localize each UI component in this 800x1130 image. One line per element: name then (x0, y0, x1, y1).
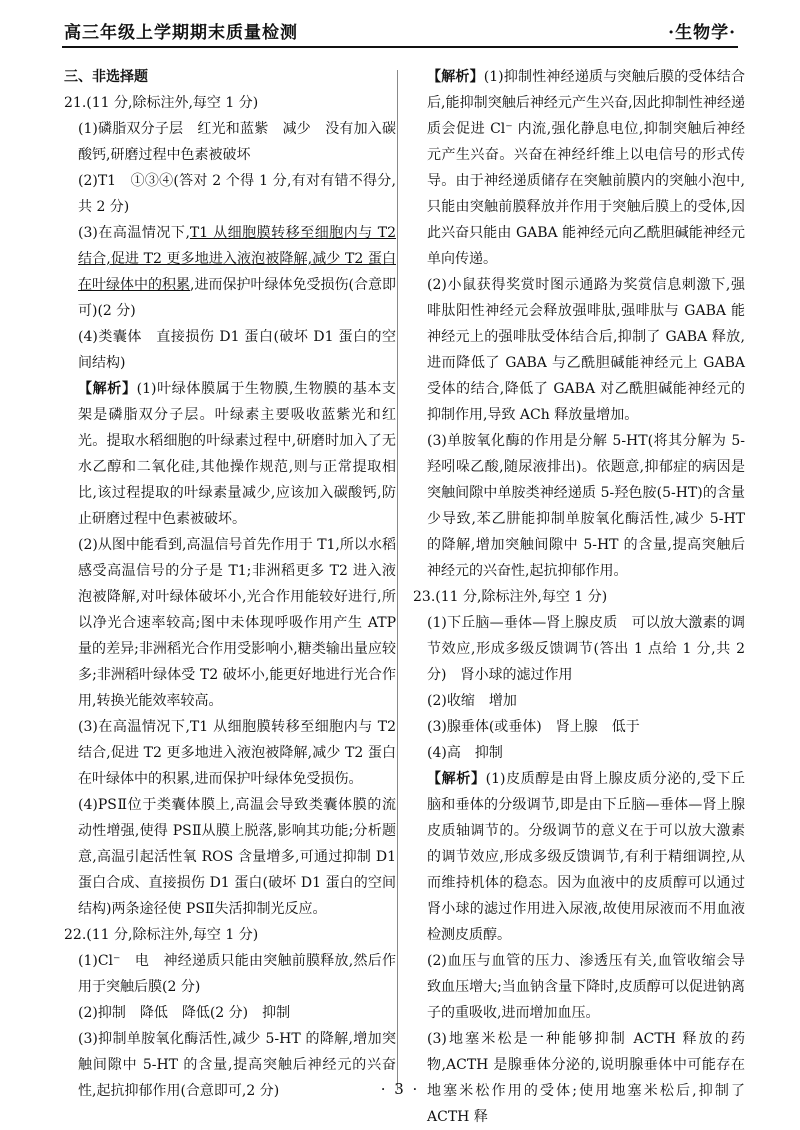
paragraph (64, 948, 396, 1000)
paragraph-text: (2)收缩 增加 (427, 693, 517, 709)
paragraph (64, 1000, 396, 1026)
underlined-text: T1 从细胞膜转移至细胞内与 T2 结合,促进 T2 更多地进入液泡被降解,减少 T2 蛋白在叶绿体中的积累 (78, 225, 397, 293)
paragraph (413, 428, 745, 584)
paragraph (64, 714, 396, 792)
paragraph-text: 23.(11 分,除标注外,每空 1 分) (413, 589, 608, 605)
paragraph (64, 792, 396, 922)
paragraph-text-tail: ,进而保护叶绿体免受损伤(合意即可)(2 分) (78, 277, 396, 319)
paragraph (64, 532, 396, 714)
paragraph (64, 64, 396, 90)
paragraph (64, 220, 396, 324)
exam-title: 高三年级上学期期末质量检测 (64, 23, 298, 43)
column-divider (397, 70, 398, 1090)
paragraph (413, 688, 745, 714)
paragraph-text: (1)叶绿体膜属于生物膜,生物膜的基本支架是磷脂双分子层。叶绿素主要吸收蓝紫光和红光。提取水稻细胞的叶绿素过程中,研磨时加入了无水乙醇和二氧化硅,其他操作规范,则与正常提取相比,该过程提取的叶绿素量减少,应该加入碳酸钙,防止研磨过程中色素被破坏。 (78, 381, 397, 527)
analysis-label: 【解析】 (78, 381, 137, 397)
paragraph-text: 三、非选择题 (64, 69, 148, 85)
paragraph-text: (2)T1 ①③④(答对 2 个得 1 分,有对有错不得分,共 2 分) (78, 173, 396, 215)
paragraph-text: 22.(11 分,除标注外,每空 1 分) (64, 927, 259, 943)
paragraph-text: (4)高 抑制 (427, 745, 503, 761)
paragraph-text: (4)PSⅡ位于类囊体膜上,高温会导致类囊体膜的流动性增强,使得 PSⅡ从膜上脱落,影响其功能;分析题意,高温引起活性氧 ROS 含量增多,可通过抑制 D1 蛋白合成、直接损伤 D1 蛋白(破坏 D1 蛋白的空间结构)两条途径使 PSⅡ失活抑制光反应。 (78, 797, 396, 917)
paragraph (413, 610, 745, 688)
page-header (62, 14, 738, 48)
paragraph-text: (3)腺垂体(或垂体) 肾上腺 低于 (427, 719, 640, 735)
paragraph (413, 766, 745, 948)
paragraph-text: (1)下丘脑—垂体—肾上腺皮质 可以放大激素的调节效应,形成多级反馈调节(答出 1 点给 1 分,共 2 分) 肾小球的滤过作用 (427, 615, 745, 683)
analysis-label: 【解析】 (427, 69, 484, 85)
paragraph-text: (2)抑制 降低 降低(2 分) 抑制 (78, 1005, 291, 1021)
paragraph-text: (3)在高温情况下, (78, 225, 190, 241)
paragraph-text: (4)类囊体 直接损伤 D1 蛋白(破坏 D1 蛋白的空间结构) (78, 329, 396, 371)
paragraph-text: (3)单胺氧化酶的作用是分解 5-HT(将其分解为 5-羟吲哚乙酸,随尿液排出)。依题意,抑郁症的病因是突触间隙中单胺类神经递质 5-羟色胺(5-HT)的含量少导致,苯乙肼能抑制单胺氧化酶活性,减少 5-HT 的降解,增加突触间隙中 5-HT 的含量,提高突触后神经元的兴奋性,起抗抑郁作用。 (427, 433, 745, 579)
paragraph-text: 21.(11 分,除标注外,每空 1 分) (64, 95, 259, 111)
paragraph (413, 1026, 745, 1130)
paragraph (413, 584, 745, 610)
paragraph-text: (3)在高温情况下,T1 从细胞膜转移至细胞内与 T2 结合,促进 T2 更多地进入液泡被降解,减少 T2 蛋白在叶绿体中的积累,进而保护叶绿体免受损伤。 (78, 719, 396, 787)
paragraph (413, 272, 745, 428)
analysis-label: 【解析】 (427, 771, 486, 787)
paragraph (413, 740, 745, 766)
paragraph (413, 948, 745, 1026)
paragraph-text: (3)地塞米松是一种能够抑制 ACTH 释放的药物,ACTH 是腺垂体分泌的,说明腺垂体中可能存在地塞米松作用的受体;使用地塞米松后,抑制了 ACTH 释 (427, 1031, 745, 1125)
paragraph-text: (1)磷脂双分子层 红光和蓝紫 减少 没有加入碳酸钙,研磨过程中色素被破坏 (78, 121, 396, 163)
subject-label: ·生物学· (668, 23, 736, 43)
paragraph (413, 714, 745, 740)
paragraph-text: (2)血压与血管的压力、渗透压有关,血管收缩会导致血压增大;当血钠含量下降时,皮质醇可以促进钠离子的重吸收,进而增加血压。 (427, 953, 745, 1021)
paragraph (64, 922, 396, 948)
paragraph-text: (3)抑制单胺氧化酶活性,减少 5-HT 的降解,增加突触间隙中 5-HT 的含量,提高突触后神经元的兴奋性,起抗抑郁作用(合意即可,2 分) (78, 1031, 396, 1099)
paragraph (413, 64, 745, 272)
paragraph (64, 376, 396, 532)
paragraph (64, 90, 396, 116)
paragraph-text: (1)皮质醇是由肾上腺皮质分泌的,受下丘脑和垂体的分级调节,即是由下丘脑—垂体—肾上腺皮质轴调节的。分级调节的意义在于可以放大激素的调节效应,形成多级反馈调节,有利于精细调控,从而维持机体的稳态。因为血液中的皮质醇可以通过肾小球的滤过作用进入尿液,故使用尿液而不用血液检测皮质醇。 (427, 771, 746, 943)
paragraph-text: (1)Cl⁻ 电 神经递质只能由突触前膜释放,然后作用于突触后膜(2 分) (78, 953, 396, 995)
paragraph-text: (1)抑制性神经递质与突触后膜的受体结合后,能抑制突触后神经元产生兴奋,因此抑制性神经递质会促进 Cl⁻ 内流,强化静息电位,抑制突触后神经元产生兴奋。兴奋在神经纤维上以电信号的形式传导。由于神经递质储存在突触前膜内的突触小泡中,只能由突触前膜释放并作用于突触后膜上的受体,因此兴奋只能由 GABA 能神经元向乙酰胆碱能神经元单向传递。 (427, 69, 745, 267)
paragraph (64, 168, 396, 220)
page-number: · 3 · (380, 1080, 420, 1098)
left-column (64, 64, 397, 1099)
paragraph (64, 324, 396, 376)
paragraph (64, 116, 396, 168)
paragraph-text: (2)从图中能看到,高温信号首先作用于 T1,所以水稻感受高温信号的分子是 T1;非洲稻更多 T2 进入液泡被降解,对叶绿体破坏小,光合作用能较好进行,所以净光合速率较高;图中未体现呼吸作用产生 ATP 量的差异;非洲稻光合作用受影响小,糖类输出量应较多;非洲稻叶绿体受 T2 破坏小,能更好地进行光合作用,转换光能效率较高。 (78, 537, 396, 709)
paragraph-text: (2)小鼠获得奖赏时图示通路为奖赏信息刺激下,强啡肽阳性神经元会释放强啡肽,强啡肽与 GABA 能神经元上的强啡肽受体结合后,抑制了 GABA 释放,进而降低了 GABA 与乙酰胆碱能神经元上 GABA 受体的结合,降低了 GABA 对乙酰胆碱能神经元的抑制作用,导致 ACh 释放量增加。 (427, 277, 745, 423)
right-column (413, 64, 746, 1125)
